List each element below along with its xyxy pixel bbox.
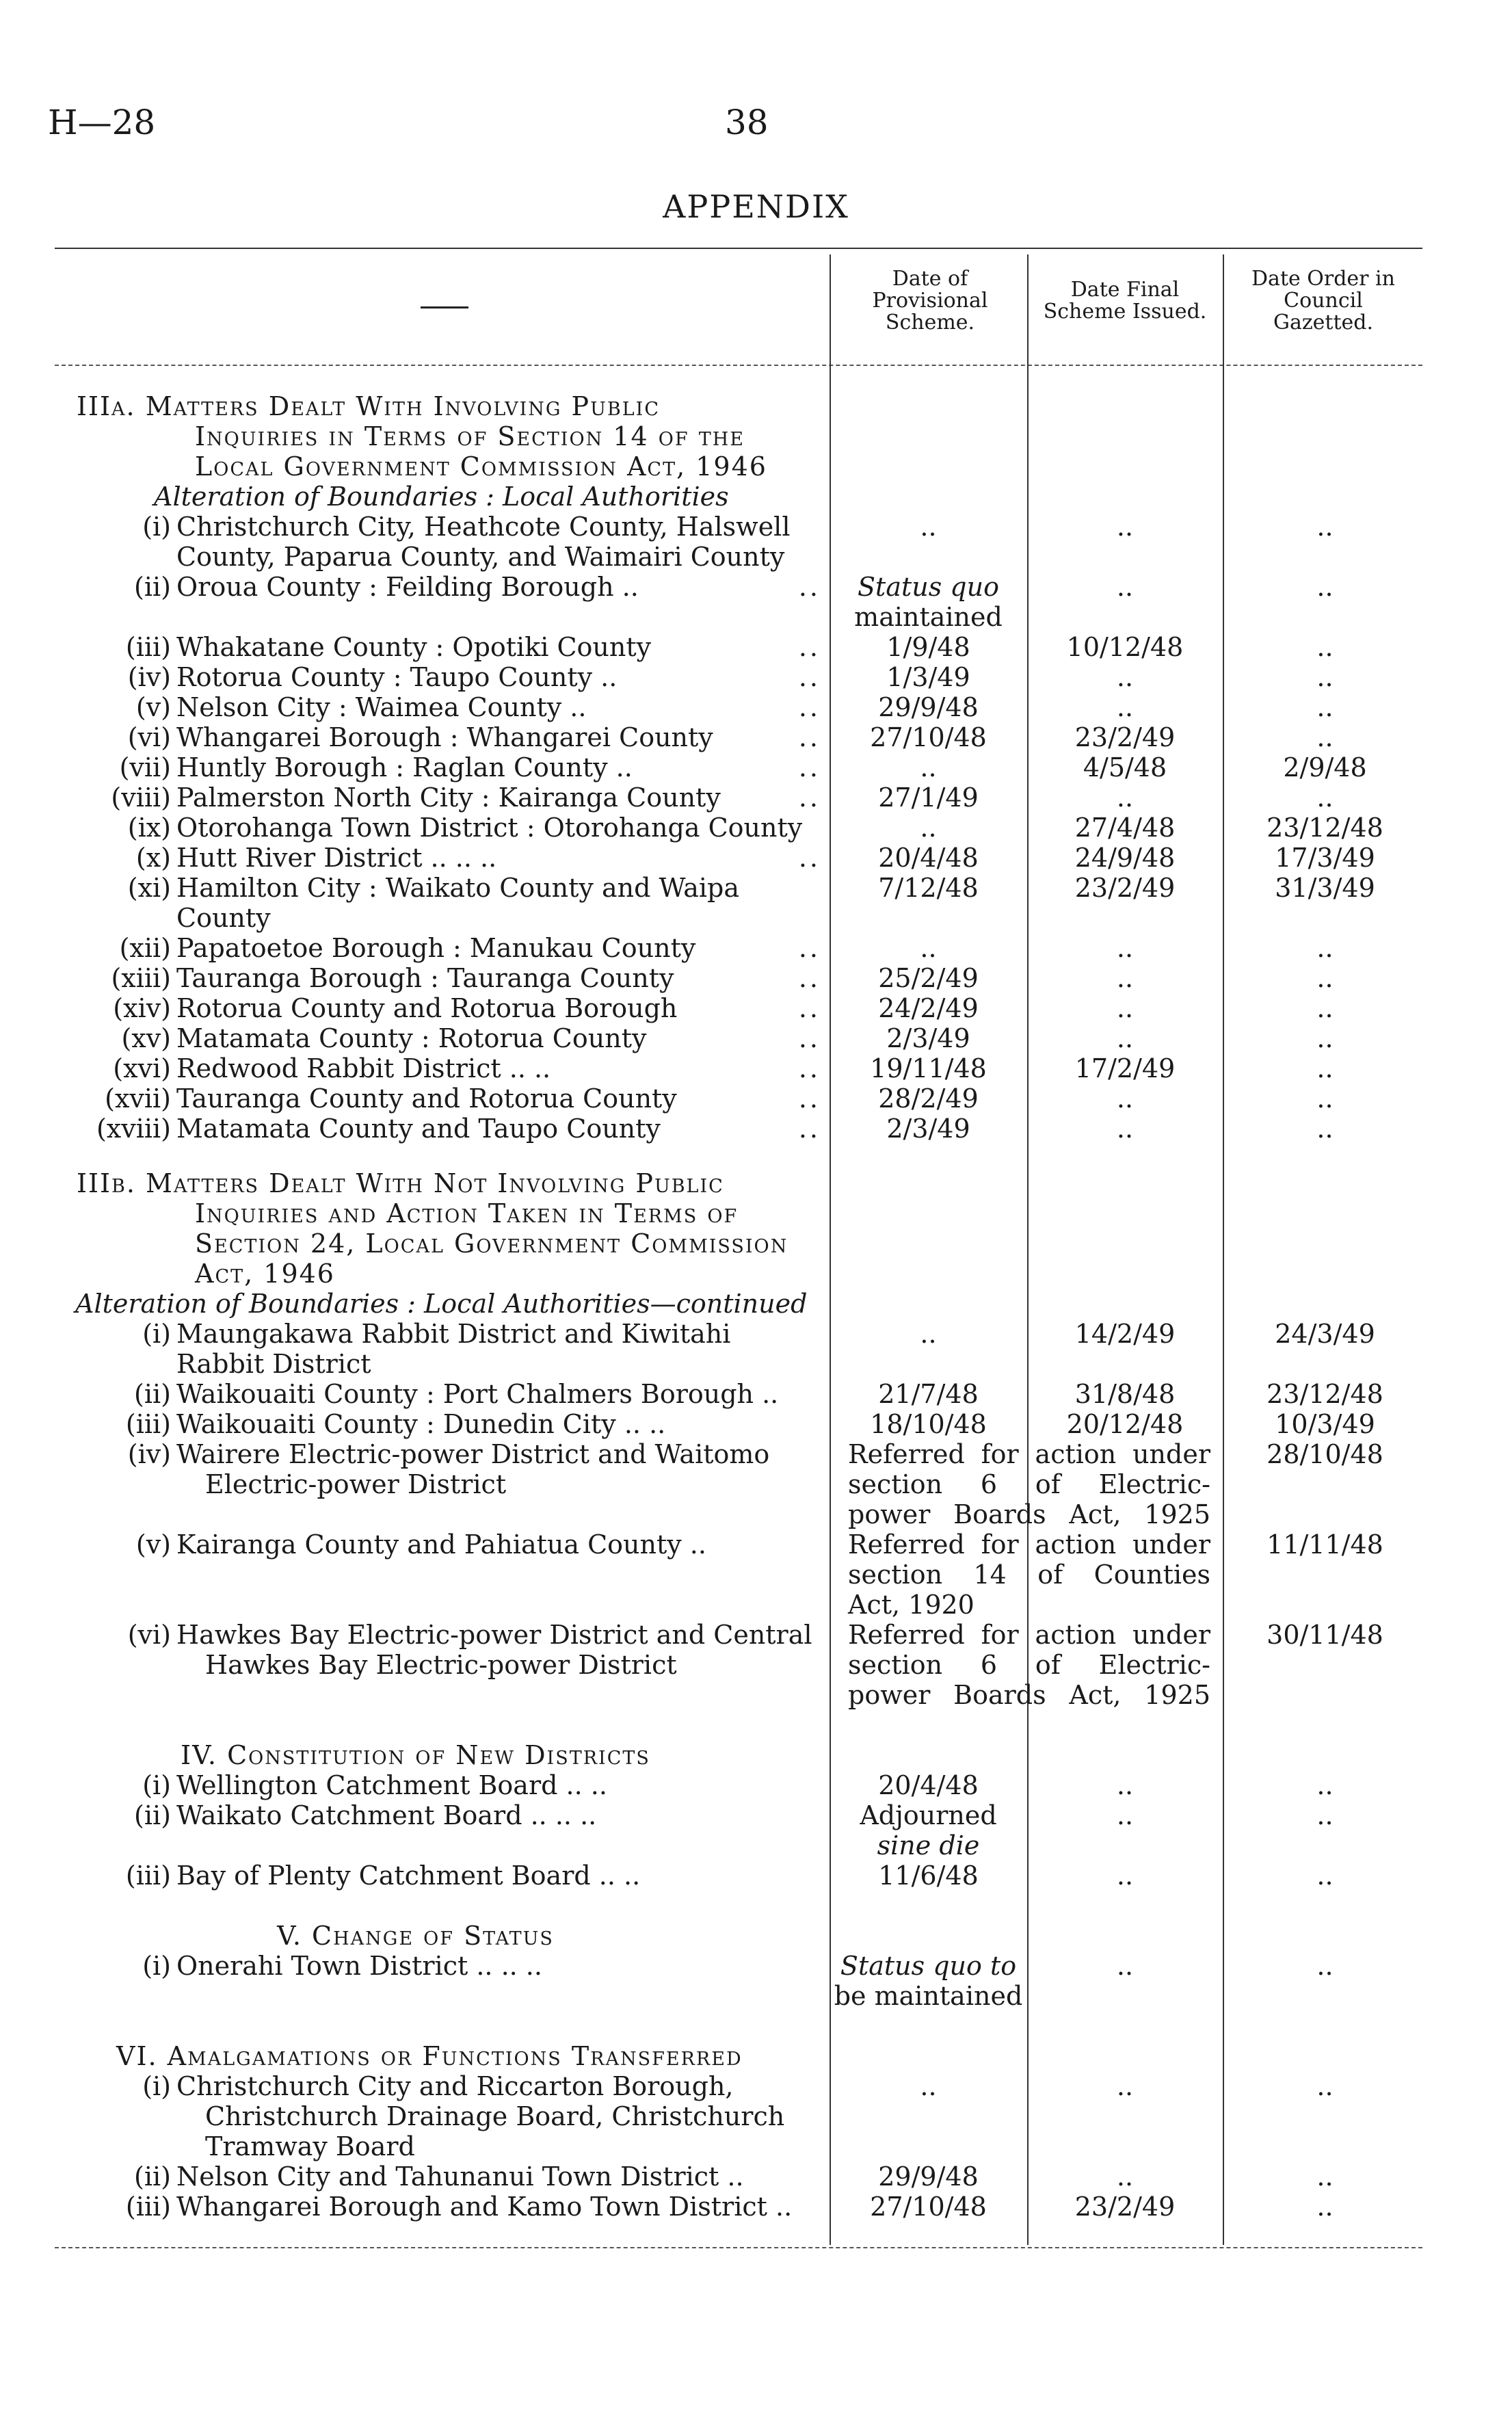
final-date: 23/2/49: [1074, 873, 1176, 903]
final-date: ..: [1116, 1023, 1134, 1053]
provisional-date: 2/3/49: [886, 1114, 970, 1144]
row-label: Electric-power District: [205, 1469, 507, 1499]
order-date: ..: [1316, 722, 1334, 752]
row-number: (x): [135, 843, 171, 873]
order-date: ..: [1316, 662, 1334, 692]
row-label: Maungakawa Rabbit District and Kiwitahi: [176, 1319, 731, 1349]
order-date: ..: [1316, 1083, 1334, 1114]
final-date: ..: [1116, 2161, 1134, 2192]
order-date: 28/10/48: [1266, 1439, 1383, 1469]
order-date: ..: [1316, 1023, 1334, 1053]
row-label: Waikouaiti County : Port Chalmers Borough ..: [176, 1379, 779, 1409]
row-number: (i): [142, 1951, 171, 1981]
row-number: (iv): [127, 1439, 171, 1469]
section-title: Inquiries and Action Taken in Terms of: [195, 1198, 739, 1228]
order-date: 24/3/49: [1275, 1319, 1375, 1349]
order-date: 31/3/49: [1275, 873, 1375, 903]
row-number: (xi): [127, 873, 171, 903]
row-label: Hutt River District .. .. ..: [176, 843, 497, 873]
row-number: (xvi): [113, 1053, 171, 1083]
row-label: Rabbit District: [176, 1349, 371, 1379]
table-row: [0, 813, 1512, 843]
final-date: ..: [1116, 662, 1134, 692]
provisional-date: 20/4/48: [878, 843, 979, 873]
table-row: [0, 2161, 1512, 2192]
table-row-continuation: [0, 1469, 1512, 1499]
table-row: [0, 572, 1512, 602]
order-date: ..: [1316, 572, 1334, 602]
referral-note: power Boards Act, 1925: [848, 1680, 1210, 1710]
order-date: ..: [1316, 512, 1334, 542]
final-date: ..: [1116, 2071, 1134, 2101]
row-label: Nelson City : Waimea County ..: [176, 692, 587, 722]
table-row-continuation: [0, 1981, 1512, 2011]
leader-dots: ..: [798, 752, 821, 783]
row-label: Rotorua County : Taupo County ..: [176, 662, 618, 692]
table-row: [0, 1409, 1512, 1439]
final-date: 10/12/48: [1066, 632, 1184, 662]
table-row-continuation: [0, 1680, 1512, 1710]
leader-dots: ..: [798, 692, 821, 722]
table-row: [0, 632, 1512, 662]
row-label: Kairanga County and Pahiatua County ..: [176, 1529, 706, 1560]
order-date: ..: [1316, 2071, 1334, 2101]
table-row-continuation: [0, 1499, 1512, 1529]
final-date: ..: [1116, 993, 1134, 1023]
row-number: (xii): [119, 933, 171, 963]
final-date: 23/2/49: [1074, 722, 1176, 752]
row-label: Tauranga County and Rotorua County: [176, 1083, 677, 1114]
row-label: Wellington Catchment Board .. ..: [176, 1770, 607, 1800]
row-number: (vi): [127, 722, 171, 752]
row-number: (xvii): [105, 1083, 171, 1114]
leader-dots: ..: [798, 632, 821, 662]
table-row: [0, 1800, 1512, 1830]
table-row: [0, 1319, 1512, 1349]
table-row-continuation: [0, 903, 1512, 933]
referral-note: Act, 1920: [848, 1590, 974, 1620]
table-row-continuation: [0, 2101, 1512, 2131]
referral-note: Referred for action under: [848, 1529, 1210, 1560]
bottom-rule: [55, 2247, 1422, 2248]
final-date: ..: [1116, 933, 1134, 963]
order-date: ..: [1316, 933, 1334, 963]
row-label: Papatoetoe Borough : Manukau County: [176, 933, 696, 963]
row-number: (v): [135, 1529, 171, 1560]
table-row-continuation: [0, 2131, 1512, 2161]
document-reference: H—28: [48, 103, 156, 142]
leader-dots: ..: [798, 933, 821, 963]
row-number: (ix): [127, 813, 171, 843]
leader-dots: ..: [798, 843, 821, 873]
blank-column-dash: [421, 306, 468, 308]
table-row: [0, 692, 1512, 722]
final-date: ..: [1116, 1114, 1134, 1144]
leader-dots: ..: [798, 1114, 821, 1144]
row-number: (vi): [127, 1620, 171, 1650]
table-row: [0, 843, 1512, 873]
final-date: ..: [1116, 963, 1134, 993]
page-number: 38: [725, 103, 769, 142]
order-date: ..: [1316, 783, 1334, 813]
provisional-date: 18/10/48: [870, 1409, 987, 1439]
table-row: [0, 933, 1512, 963]
table-row: [0, 2071, 1512, 2101]
table-row: [0, 963, 1512, 993]
provisional-date: ..: [920, 2071, 937, 2101]
leader-dots: ..: [798, 662, 821, 692]
header-rule: [55, 365, 1422, 366]
order-date: 30/11/48: [1266, 1620, 1383, 1650]
page-title: APPENDIX: [663, 188, 849, 225]
provisional-date: ..: [920, 813, 937, 843]
referral-note: power Boards Act, 1925: [848, 1499, 1210, 1529]
row-number: (ii): [134, 1379, 171, 1409]
provisional-date: Status quo: [858, 572, 999, 602]
row-label: Wairere Electric-power District and Waitomo: [176, 1439, 770, 1469]
table-row-continuation: [0, 1560, 1512, 1590]
order-date: ..: [1316, 1861, 1334, 1891]
referral-note: section 6 of Electric-: [848, 1650, 1210, 1680]
table-row: [0, 1951, 1512, 1981]
provisional-date: 25/2/49: [878, 963, 979, 993]
order-date: ..: [1316, 1800, 1334, 1830]
provisional-date: ..: [920, 752, 937, 783]
table-row-continuation: [0, 1349, 1512, 1379]
row-number: (vii): [119, 752, 171, 783]
provisional-date: sine die: [877, 1830, 980, 1861]
column-header-provisional: Date of Provisional Scheme.: [872, 267, 988, 334]
row-number: (iv): [127, 662, 171, 692]
order-date: ..: [1316, 692, 1334, 722]
table-row-continuation: [0, 1590, 1512, 1620]
row-label: Hawkes Bay Electric-power District: [205, 1650, 677, 1680]
provisional-date: 11/6/48: [878, 1861, 979, 1891]
provisional-date: 27/10/48: [870, 2192, 987, 2222]
referral-note: section 14 of Counties: [848, 1560, 1210, 1590]
row-label: Christchurch City, Heathcote County, Halswell: [176, 512, 791, 542]
section-title: Act, 1946: [195, 1259, 335, 1289]
leader-dots: ..: [798, 1023, 821, 1053]
table-row: [0, 1770, 1512, 1800]
section-title: IIIb. Matters Dealt With Not Involving Public: [77, 1168, 724, 1198]
provisional-date: maintained: [854, 602, 1003, 632]
column-header-order: Date Order in Council Gazetted.: [1251, 267, 1395, 334]
row-label: County: [176, 903, 271, 933]
final-date: ..: [1116, 512, 1134, 542]
provisional-date: ..: [920, 1319, 937, 1349]
provisional-date: 21/7/48: [878, 1379, 979, 1409]
provisional-date: Adjourned: [860, 1800, 997, 1830]
referral-note: section 6 of Electric-: [848, 1469, 1210, 1499]
row-number: (ii): [134, 1800, 171, 1830]
table-row: [0, 752, 1512, 783]
row-label: Bay of Plenty Catchment Board .. ..: [176, 1861, 641, 1891]
provisional-date: ..: [920, 933, 937, 963]
table-row: [0, 1053, 1512, 1083]
row-label: County, Paparua County, and Waimairi County: [176, 542, 785, 572]
leader-dots: ..: [798, 963, 821, 993]
section-title: VI. Amalgamations or Functions Transferred: [116, 2041, 743, 2071]
table-row: [0, 783, 1512, 813]
table-row-continuation: [0, 542, 1512, 572]
table-row: [0, 722, 1512, 752]
row-number: (ii): [134, 572, 171, 602]
final-date: ..: [1116, 783, 1134, 813]
row-number: (xv): [121, 1023, 171, 1053]
row-number: (i): [142, 1319, 171, 1349]
order-date: ..: [1316, 1053, 1334, 1083]
provisional-date: 24/2/49: [878, 993, 979, 1023]
provisional-date: 1/3/49: [886, 662, 970, 692]
row-number: (xviii): [96, 1114, 171, 1144]
order-date: 2/9/48: [1283, 752, 1367, 783]
final-date: ..: [1116, 692, 1134, 722]
table-row: [0, 1620, 1512, 1650]
row-label: Onerahi Town District .. .. ..: [176, 1951, 542, 1981]
row-number: (iii): [125, 2192, 171, 2222]
order-date: ..: [1316, 1951, 1334, 1981]
order-date: ..: [1316, 2192, 1334, 2222]
row-label: Huntly Borough : Raglan County ..: [176, 752, 633, 783]
table-row: [0, 993, 1512, 1023]
final-date: ..: [1116, 1951, 1134, 1981]
provisional-date: 20/4/48: [878, 1770, 979, 1800]
table-row: [0, 1529, 1512, 1560]
table-row: [0, 512, 1512, 542]
order-date: ..: [1316, 963, 1334, 993]
table-row: [0, 1379, 1512, 1409]
table-row-continuation: [0, 602, 1512, 632]
order-date: ..: [1316, 632, 1334, 662]
table-row: [0, 662, 1512, 692]
section-subheading: Alteration of Boundaries : Local Authorities—continued: [75, 1289, 808, 1319]
provisional-date: be maintained: [834, 1981, 1023, 2011]
final-date: 4/5/48: [1083, 752, 1167, 783]
leader-dots: ..: [798, 1053, 821, 1083]
provisional-date: Status quo to: [840, 1951, 1017, 1981]
final-date: 23/2/49: [1074, 2192, 1176, 2222]
order-date: 10/3/49: [1275, 1409, 1375, 1439]
table-row: [0, 873, 1512, 903]
section-subheading: Alteration of Boundaries : Local Authorities: [154, 482, 729, 512]
row-label: Tramway Board: [205, 2131, 415, 2161]
leader-dots: ..: [798, 572, 821, 602]
provisional-date: 2/3/49: [886, 1023, 970, 1053]
provisional-date: ..: [920, 512, 937, 542]
provisional-date: 19/11/48: [870, 1053, 987, 1083]
table-row: [0, 1114, 1512, 1144]
top-rule: [55, 248, 1422, 249]
final-date: 24/9/48: [1074, 843, 1176, 873]
order-date: ..: [1316, 1114, 1334, 1144]
provisional-date: 29/9/48: [878, 2161, 979, 2192]
row-number: (xiv): [113, 993, 171, 1023]
provisional-date: 27/1/49: [878, 783, 979, 813]
row-label: Rotorua County and Rotorua Borough: [176, 993, 678, 1023]
order-date: 17/3/49: [1275, 843, 1375, 873]
row-label: Whangarei Borough : Whangarei County: [176, 722, 713, 752]
row-number: (iii): [125, 1409, 171, 1439]
leader-dots: ..: [798, 783, 821, 813]
row-number: (xiii): [111, 963, 171, 993]
leader-dots: ..: [798, 1083, 821, 1114]
provisional-date: 27/10/48: [870, 722, 987, 752]
row-number: (i): [142, 2071, 171, 2101]
row-label: Oroua County : Feilding Borough ..: [176, 572, 639, 602]
order-date: 23/12/48: [1266, 813, 1383, 843]
table-row: [0, 1083, 1512, 1114]
table-row-continuation: [0, 1830, 1512, 1861]
order-date: 11/11/48: [1266, 1529, 1383, 1560]
final-date: 14/2/49: [1074, 1319, 1176, 1349]
row-number: (v): [135, 692, 171, 722]
provisional-date: 1/9/48: [886, 632, 970, 662]
row-number: (iii): [125, 1861, 171, 1891]
row-label: Whangarei Borough and Kamo Town District ..: [176, 2192, 793, 2222]
row-number: (i): [142, 1770, 171, 1800]
row-label: Christchurch City and Riccarton Borough,: [176, 2071, 734, 2101]
order-date: ..: [1316, 2161, 1334, 2192]
row-label: Palmerston North City : Kairanga County: [176, 783, 721, 813]
provisional-date: 7/12/48: [878, 873, 979, 903]
section-title: Section 24, Local Government Commission: [195, 1228, 788, 1259]
row-number: (viii): [111, 783, 171, 813]
order-date: ..: [1316, 1770, 1334, 1800]
referral-note: Referred for action under: [848, 1620, 1210, 1650]
row-label: Tauranga Borough : Tauranga County: [176, 963, 674, 993]
final-date: ..: [1116, 1861, 1134, 1891]
final-date: 17/2/49: [1074, 1053, 1176, 1083]
row-label: Waikouaiti County : Dunedin City .. ..: [176, 1409, 666, 1439]
final-date: ..: [1116, 1083, 1134, 1114]
final-date: 31/8/48: [1074, 1379, 1176, 1409]
final-date: 20/12/48: [1066, 1409, 1184, 1439]
provisional-date: 28/2/49: [878, 1083, 979, 1114]
row-label: Nelson City and Tahunanui Town District ..: [176, 2161, 744, 2192]
row-label: Redwood Rabbit District .. ..: [176, 1053, 551, 1083]
table-row: [0, 2192, 1512, 2222]
final-date: ..: [1116, 1770, 1134, 1800]
table-row: [0, 1439, 1512, 1469]
leader-dots: ..: [798, 722, 821, 752]
row-label: Whakatane County : Opotiki County: [176, 632, 652, 662]
provisional-date: 29/9/48: [878, 692, 979, 722]
row-label: Waikato Catchment Board .. .. ..: [176, 1800, 597, 1830]
referral-note: Referred for action under: [848, 1439, 1210, 1469]
row-number: (i): [142, 512, 171, 542]
leader-dots: ..: [798, 993, 821, 1023]
order-date: ..: [1316, 993, 1334, 1023]
table-row-continuation: [0, 1650, 1512, 1680]
final-date: ..: [1116, 1800, 1134, 1830]
row-label: Matamata County : Rotorua County: [176, 1023, 647, 1053]
order-date: 23/12/48: [1266, 1379, 1383, 1409]
row-label: Christchurch Drainage Board, Christchurch: [205, 2101, 785, 2131]
row-label: Hamilton City : Waikato County and Waipa: [176, 873, 740, 903]
section-title: Inquiries in Terms of Section 14 of the: [195, 421, 745, 451]
row-number: (ii): [134, 2161, 171, 2192]
final-date: ..: [1116, 572, 1134, 602]
table-row: [0, 1861, 1512, 1891]
row-label: Hawkes Bay Electric-power District and Central: [176, 1620, 812, 1650]
final-date: 27/4/48: [1074, 813, 1176, 843]
section-title: IV. Constitution of New Districts: [181, 1740, 650, 1770]
row-number: (iii): [125, 632, 171, 662]
section-title: Local Government Commission Act, 1946: [195, 451, 767, 482]
column-header-final: Date Final Scheme Issued.: [1043, 278, 1207, 324]
section-title: IIIa. Matters Dealt With Involving Public: [77, 391, 660, 421]
row-label: Matamata County and Taupo County: [176, 1114, 661, 1144]
section-title: V. Change of Status: [277, 1921, 554, 1951]
table-row: [0, 1023, 1512, 1053]
row-label: Otorohanga Town District : Otorohanga County: [176, 813, 803, 843]
